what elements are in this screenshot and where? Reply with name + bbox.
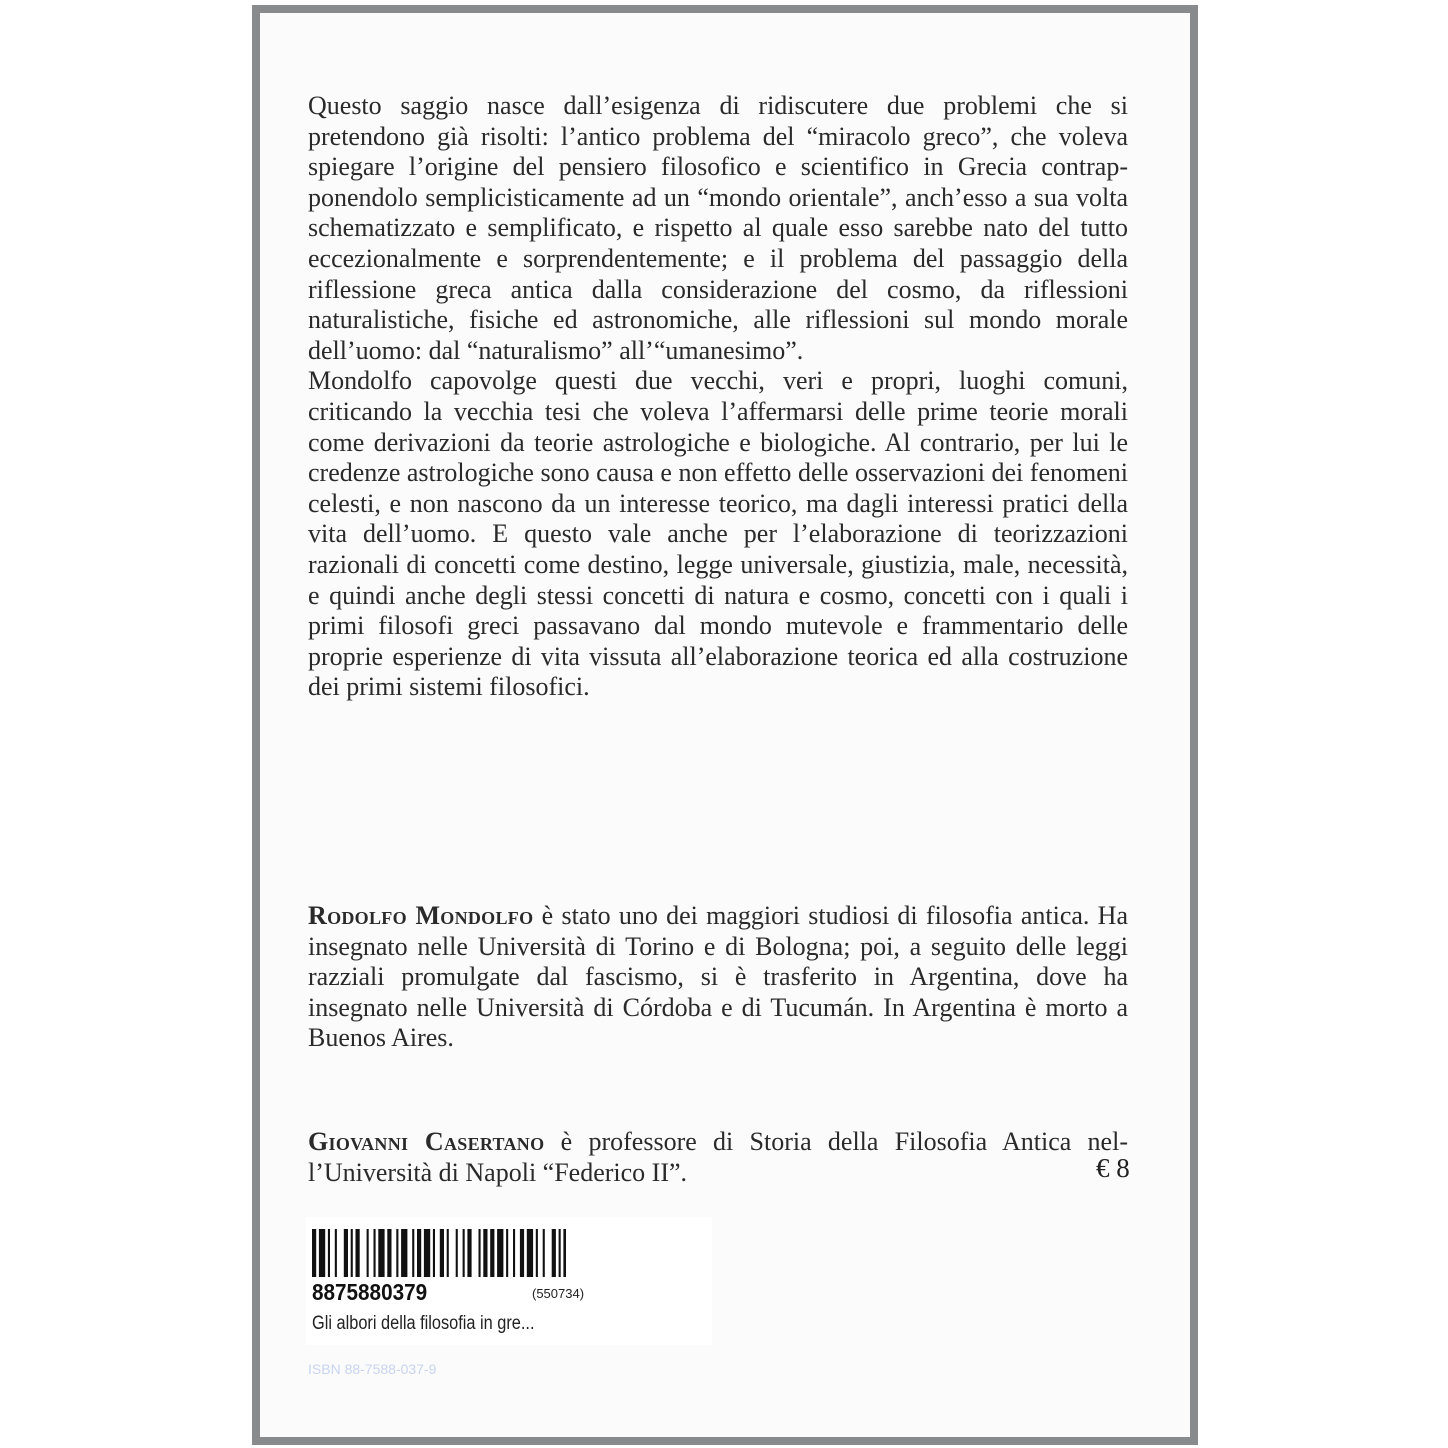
price: € 8: [1096, 1153, 1130, 1183]
back-cover: [260, 13, 1190, 1437]
book-description: [308, 91, 1128, 703]
editor-bio: [308, 1127, 1128, 1188]
author-bio: [308, 901, 1128, 1054]
barcode-sticker: [306, 1217, 712, 1345]
sticker-title: Gli albori della filosofia in gre...: [312, 1313, 535, 1334]
editor-name: Giovanni Casertano: [308, 1127, 545, 1156]
description-paragraph-2: Mondolfo capovolge questi due vecchi, veri e propri, luoghi comuni, criticando la vecchia tesi che voleva l’affermarsi delle prime teorie morali come derivazioni da teorie astrologiche e biologiche. Al contrario, per lui le credenze astrologiche sono causa e non effetto delle osservazioni dei fenomeni celesti, e non nascono da un interesse teorico, ma dagli interessi pratici della vita dell’uomo. E questo vale anche per l’elaborazione di teorizzazioni razionali di concetti come destino, legge universale, giustizia, male, necessità, e quindi anche degli stessi concetti di natura e cosmo, concetti con i quali i primi filosofi greci passavano dal mondo mutevole e frammentario delle proprie esperienze di vita vissuta all’elaborazione teorica ed alla costruzione dei primi sistemi filosofici.: [308, 366, 1128, 702]
book-cover-border: [252, 5, 1198, 1445]
editor-bio-text: è professore di Storia della Filosofia Antica nell’Università di Napoli “Federico II”.: [308, 1127, 1128, 1187]
description-paragraph-1: Questo saggio nasce dall’esigenza di ridiscutere due problemi che si pretendono già risolti: l’antico problema del “miracolo greco”, che voleva spiegare l’origine del pensiero filosofico e scientifico in Grecia contrapponendolo semplicisticamente ad un “mondo orientale”, anch’esso a sua volta schematizzato e semplificato, e rispetto al quale esso sarebbe nato del tutto eccezionalmente e sorprendentemente; e il problema del passaggio della riflessione greca antica dalla considerazione del cosmo, da riflessioni naturalistiche, fisiche ed astronomiche, alle riflessioni sul mondo morale dell’uomo: dal “naturalismo” all’“umanesimo”.: [308, 91, 1128, 365]
sticker-isbn: 8875880379: [312, 1279, 428, 1305]
faint-isbn-text: ISBN 88-7588-037-9: [308, 1361, 437, 1377]
author-name: Rodolfo Mondolfo: [308, 901, 534, 930]
sticker-code: (550734): [532, 1286, 585, 1301]
barcode-icon: [312, 1229, 566, 1277]
author-bio-text: è stato uno dei maggiori studiosi di filosofia antica. Ha insegnato nelle Università di Torino e di Bologna; poi, a seguito delle leggi razziali promulgate dal fascismo, si è trasferito in Argentina, dove ha insegnato nelle Università di Córdoba e di Tucumán. In Argentina è morto a Buenos Aires.: [308, 901, 1128, 1053]
